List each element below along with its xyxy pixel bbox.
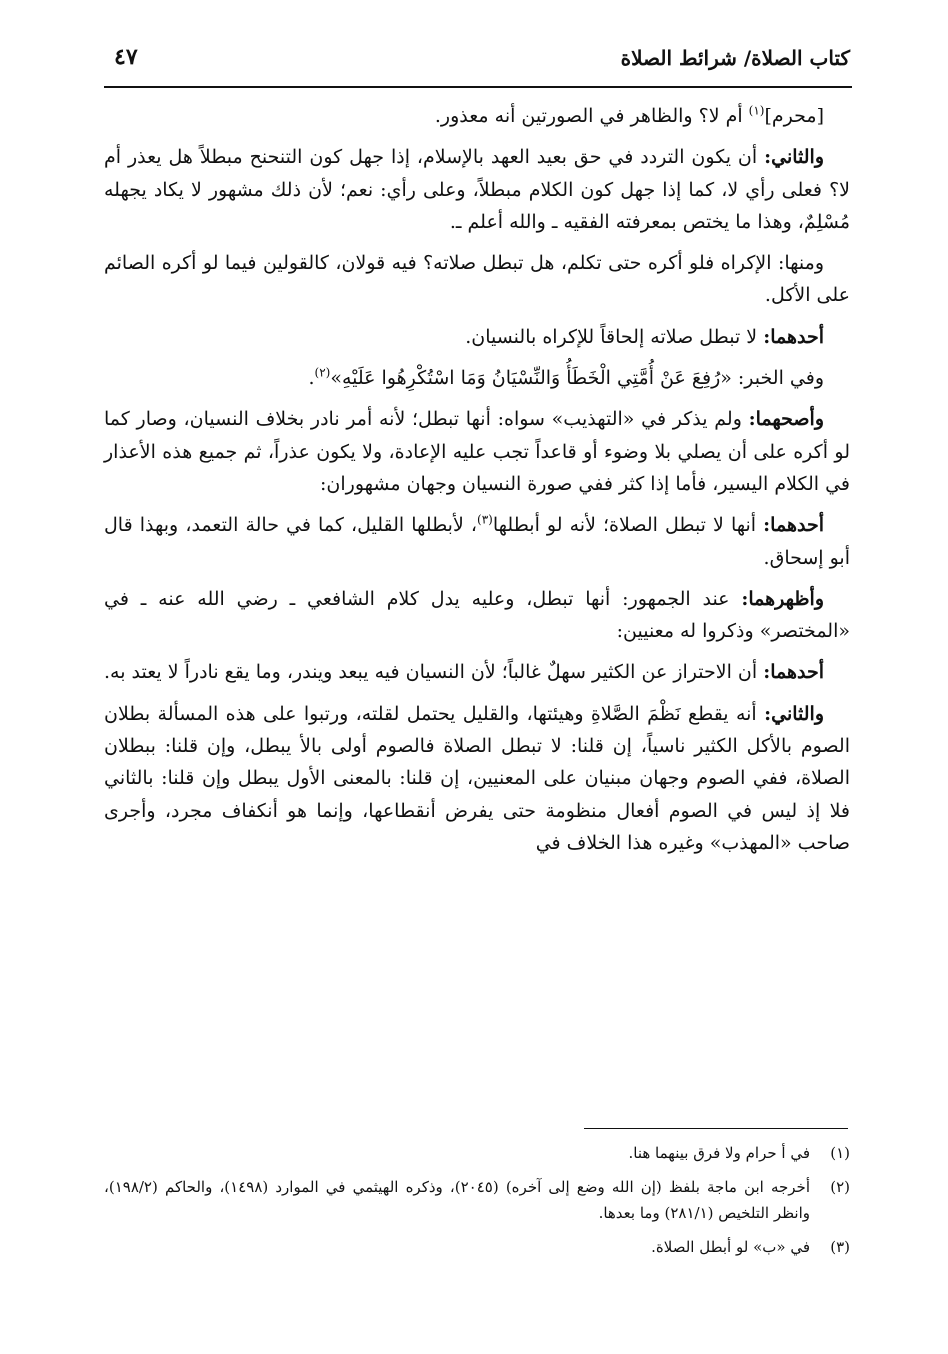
paragraph-7 — [104, 509, 850, 574]
paragraph-8-lead: وأظهرهما: — [741, 587, 824, 610]
paragraph-9-text: أن الاحتراز عن الكثير سهلٌ غالباً؛ لأن النسيان فيه يبعد ويندر، وما يقع نادراً لا يعتد به. — [103, 661, 764, 684]
footnote-ref-1: (١) — [748, 103, 765, 118]
paragraph-2-text: أن يكون التردد في حق بعيد العهد بالإسلام، إذا جهل كون التنحنح مبطلاً هل يعذر أم لا؟ فعلى رأي لا، كما إذا جهل كون الكلام مبطلاً، وعلى رأي: نعم؛ لأن ذلك مشهور لا يكاد يجهله مُسْلِمٌ، وهذا ما يختص بمعرفته الفقيه ـ والله أعلم ـ. — [104, 146, 850, 233]
paragraph-4-text: لا تبطل صلاته إلحاقاً للإكراه بالنسيان. — [465, 325, 764, 348]
paragraph-7-lead: أحدهما: — [763, 514, 824, 537]
footnote-number: (٢) — [830, 1178, 850, 1196]
page-header — [104, 40, 850, 84]
footnote-1 — [104, 1140, 850, 1166]
footnote-text: في «ب» لو أبطل الصلاة. — [651, 1238, 810, 1256]
paragraph-2-lead: والثاني: — [764, 146, 824, 169]
footnote-text: في أ حرام ولا فرق بينهما هنا. — [628, 1144, 810, 1162]
paragraph-8-text: عند الجمهور: أنها تبطل، وعليه يدل كلام الشافعي ـ رضي الله عنه ـ في «المختصر» وذكروا له معنيين: — [104, 587, 850, 643]
hadith-quote: وفي الخبر: «رُفِعَ عَنْ أُمَّتِي الْخَطَأُ وَالنِّسْيَانُ وَمَا اسْتُكْرِهُوا عَلَيْهِ» — [330, 367, 824, 390]
paragraph-8 — [104, 583, 850, 648]
paragraph-10 — [104, 698, 850, 859]
paragraph-4-lead: أحدهما: — [763, 325, 824, 348]
bracket-word: [محرم] — [764, 105, 824, 127]
footnote-rule — [584, 1128, 848, 1129]
footnote-ref-2: (٢) — [314, 365, 331, 380]
footnote-number: (٣) — [830, 1238, 850, 1256]
footnote-3 — [104, 1234, 850, 1260]
paragraph-1-text: أم لا؟ والظاهر في الصورتين أنه معذور. — [434, 105, 749, 127]
paragraph-2 — [104, 141, 850, 238]
paragraph-10-lead: والثاني: — [764, 702, 824, 725]
paragraph-3 — [104, 247, 850, 312]
footnote-number: (١) — [830, 1144, 850, 1162]
footnotes — [104, 1140, 850, 1268]
header-rule — [104, 86, 852, 88]
footnote-text: أخرجه ابن ماجة بلفظ (إن الله وضع إلى آخره) (٢٠٤٥)، وذكره الهيثمي في الموارد (١٤٩٨)، والحاكم (١٩٨/٢)، وانظر التلخيص (٢٨١/١) وما بعدها. — [104, 1178, 810, 1222]
paragraph-9 — [104, 656, 850, 688]
paragraph-10-text: أنه يقطع نَظْمَ الصَّلاةِ وهيئتها، والقليل يحتمل لقلته، ورتبوا على هذه المسألة بطلان الصوم بالأكل الكثير ناسياً، إن قلنا: لا تبطل الصلاة فالصوم أولى بالأ يبطل، وإن قلنا: ببطلان الصلاة، ففي الصوم وجهان مبنيان على المعنيين، إن قلنا: بالمعنى الأول يبطل وإن قلنا: بالثاني فلا إذ ليس في الصوم أفعال منظومة حتى يفرض أنقطاعها، وإنما هو أنكفاف مجرد، وأجرى صاحب «المهذب» وغيره هذا الخلاف في — [104, 702, 850, 854]
paragraph-5-end: . — [308, 367, 315, 390]
paragraph-3-text: ومنها: الإكراه فلو أكره حتى تكلم، هل تبطل صلاته؟ فيه قولان، كالقولين فيما لو أكره الصائم على الأكل. — [104, 252, 850, 307]
main-text — [104, 100, 850, 868]
paragraph-4 — [104, 321, 850, 353]
running-title: كتاب الصلاة/ شرائط الصلاة — [620, 46, 850, 70]
footnote-2 — [104, 1174, 850, 1226]
paragraph-1 — [104, 100, 850, 132]
paragraph-6-lead: وأصحهما: — [748, 408, 824, 431]
paragraph-6-text: ولم يذكر في «التهذيب» سواه: أنها تبطل؛ لأنه أمر نادر بخلاف النسيان، وصار كما لو أكره على أن يصلي بلا وضوء أو قاعداً تجب عليه الإعادة، ولا يكون عذراً، ثم جميع هذه الأعذار في الكلام اليسير، فأما إذا كثر ففي صورة النسيان وجهان مشهوران: — [104, 408, 850, 495]
paragraph-9-lead: أحدهما: — [763, 661, 824, 684]
paragraph-5 — [104, 362, 850, 394]
paragraph-7-rest: ، لأبطلها القليل، كما في حالة التعمد، وبهذا قال أبو إسحاق. — [104, 514, 850, 569]
page-number: ٤٧ — [114, 44, 138, 70]
paragraph-6 — [104, 403, 850, 500]
paragraph-7-text: أنها لا تبطل الصلاة؛ لأنه لو أبطلها — [492, 514, 764, 537]
footnote-ref-3: (٣) — [477, 512, 493, 527]
